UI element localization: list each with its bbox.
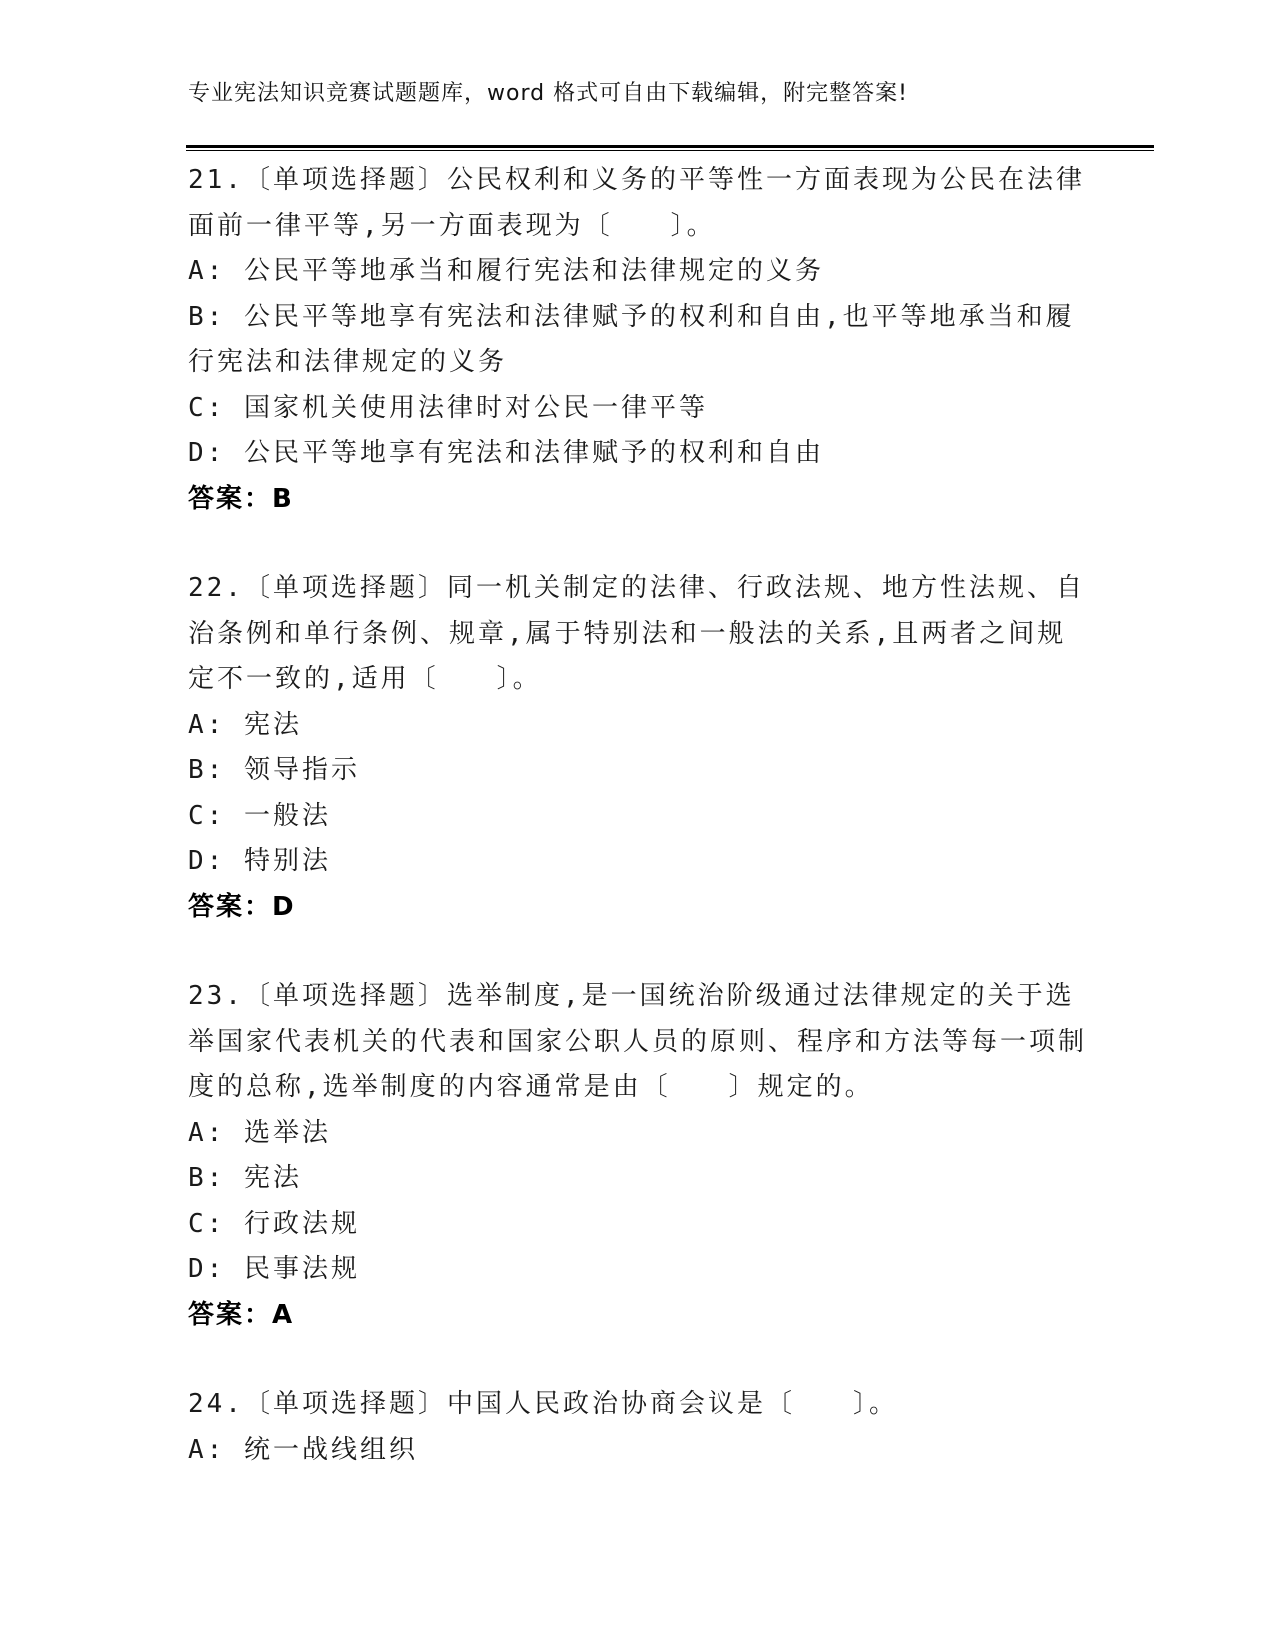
option-b: B: 宪法 (188, 1163, 302, 1193)
option-d: D: 特别法 (188, 846, 331, 876)
page-header: 专业宪法知识竞赛试题题库，word 格式可自由下载编辑，附完整答案! (188, 81, 908, 106)
option-a: A: 统一战线组织 (188, 1434, 418, 1465)
answer-line: 答案：B (188, 483, 294, 514)
question-22 (188, 566, 1088, 930)
header-divider (186, 145, 1154, 148)
question-23 (188, 974, 1088, 1338)
question-stem: 21.〔单项选择题〕公民权利和义务的平等性一方面表现为公民在法律面前一律平等,另一方面表现为〔 〕。 (188, 165, 1085, 241)
option-a: A: 公民平等地承当和履行宪法和法律规定的义务 (188, 256, 824, 286)
option-c: C: 一般法 (188, 800, 331, 831)
question-21 (188, 158, 1088, 522)
option-a: A: 选举法 (188, 1117, 331, 1148)
question-stem: 22.〔单项选择题〕同一机关制定的法律、行政法规、地方性法规、自治条例和单行条例、规章,属于特别法和一般法的关系,且两者之间规定不一致的,适用〔 〕。 (188, 573, 1085, 694)
option-a: A: 宪法 (188, 709, 302, 740)
option-b: B: 领导指示 (188, 755, 360, 785)
header-divider-thin (186, 150, 1154, 151)
option-d: D: 公民平等地享有宪法和法律赋予的权利和自由 (188, 438, 824, 468)
option-b: B: 公民平等地享有宪法和法律赋予的权利和自由,也平等地承当和履行宪法和法律规定的义务 (188, 301, 1075, 377)
option-d: D: 民事法规 (188, 1254, 360, 1284)
option-c: C: 国家机关使用法律时对公民一律平等 (188, 392, 708, 423)
answer-line: 答案：D (188, 891, 296, 922)
question-stem: 23.〔单项选择题〕选举制度,是一国统治阶级通过法律规定的关于选举国家代表机关的代表和国家公职人员的原则、程序和方法等每一项制度的总称,选举制度的内容通常是由〔 〕规定的。 (188, 981, 1088, 1102)
answer-line: 答案：A (188, 1299, 295, 1330)
question-stem: 24.〔单项选择题〕中国人民政治协商会议是〔 〕。 (188, 1389, 898, 1419)
option-c: C: 行政法规 (188, 1208, 360, 1239)
question-24 (188, 1382, 1088, 1473)
question-list (188, 158, 1088, 1517)
